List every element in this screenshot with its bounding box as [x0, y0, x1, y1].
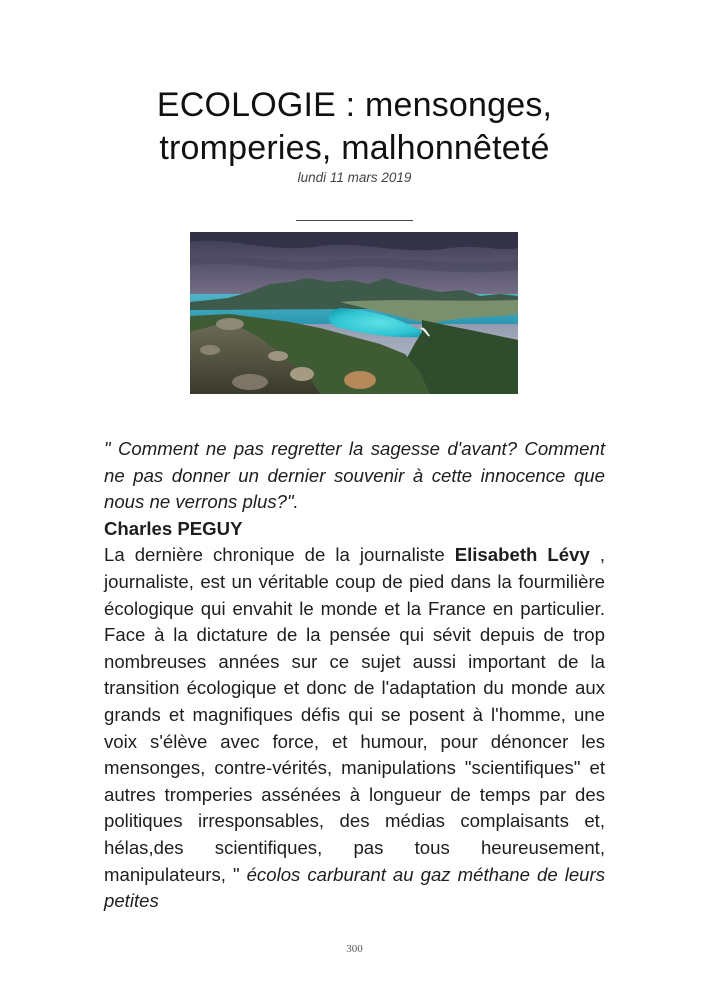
paragraph-intro: La dernière chronique de la journaliste — [104, 544, 455, 566]
article-title — [0, 84, 709, 170]
main-paragraph — [104, 542, 605, 914]
landscape-photo — [190, 232, 518, 394]
title-line-1: ECOLOGIE : mensonges, — [156, 86, 553, 124]
title-line-2: tromperies, malhonnêteté — [159, 129, 550, 167]
bay-image — [190, 232, 518, 394]
epigraph-quote: " Comment ne pas regretter la sagesse d'avant? Comment ne pas donner un dernier souvenir à cette innocence que nous ne verrons plus?". — [104, 438, 605, 513]
page-number: 300 — [346, 943, 363, 955]
article-body — [104, 436, 605, 915]
journalist-name: Elisabeth Lévy — [454, 544, 590, 566]
quote-author: Charles PEGUY — [104, 517, 243, 539]
separator-line: _______________ — [296, 205, 413, 221]
article-date: lundi 11 mars 2019 — [297, 170, 412, 185]
paragraph-body: , journaliste, est un véritable coup de pied dans la fourmilière écologique qui envahit le monde et la France en particulier. Face à la dictature de la pensée qui sévit depuis de trop nombreuses années sur ce sujet aussi important de la transition écologique et donc de l'adaptation du monde aux grands et magnifiques défis qui se posent à l'homme, une voix s'élève avec force, et humour, pour dénoncer les mensonges, contre-vérités, manipulations "scientifiques" et autres tromperies assénées à longueur de temps par des politiques irresponsables, des médias complaisants et, hélas,des scientifiques, pas tous heureusement, manipulateurs, " — [104, 544, 605, 885]
paragraph-italic-tail: écolos carburant au gaz méthane de leurs petites — [104, 863, 605, 912]
